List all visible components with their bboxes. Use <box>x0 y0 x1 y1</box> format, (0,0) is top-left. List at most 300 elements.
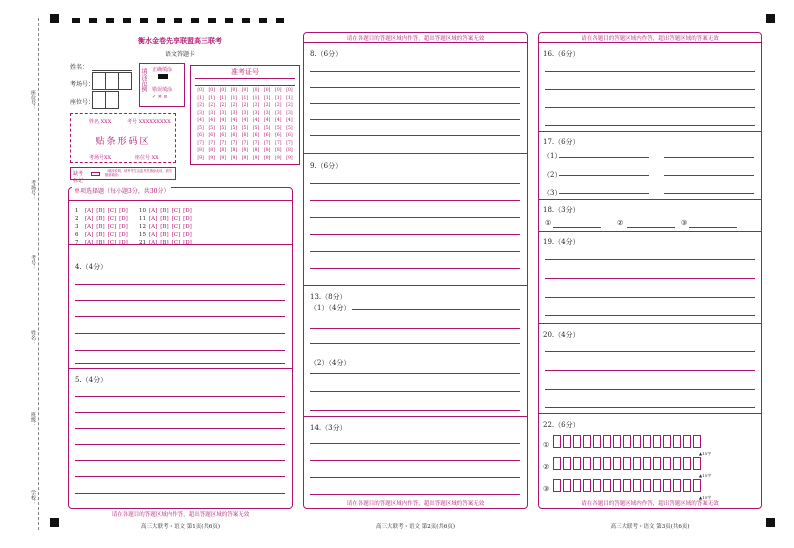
timing-mark <box>140 18 148 23</box>
id-bubble[interactable]: [8] <box>208 148 215 153</box>
answer-line[interactable] <box>352 309 520 310</box>
seat-label: 座位号： <box>70 99 95 106</box>
answer-line[interactable] <box>310 200 520 201</box>
answer-line[interactable] <box>310 71 520 72</box>
mc-option-d[interactable]: [D] <box>183 208 192 214</box>
mc-number: 2 <box>75 216 79 222</box>
q22-char-cell[interactable] <box>623 435 631 448</box>
id-bubble[interactable]: [9] <box>275 155 282 161</box>
q22-char-cell[interactable] <box>623 479 631 492</box>
q22-char-cell[interactable] <box>633 435 641 448</box>
id-bubble[interactable]: [0] <box>241 88 249 93</box>
id-digit-cell[interactable] <box>278 79 279 85</box>
q22-char-cell[interactable] <box>573 479 581 492</box>
q22-char-cell[interactable] <box>683 457 691 470</box>
timing-mark <box>259 18 267 23</box>
id-bubble[interactable]: [6] <box>275 133 282 138</box>
answer-line[interactable] <box>75 412 285 413</box>
id-bubble[interactable]: [6] <box>208 133 215 138</box>
id-bubble[interactable]: [0] <box>197 88 204 93</box>
id-bubble[interactable]: [8] <box>241 148 249 153</box>
answer-line[interactable] <box>553 227 601 228</box>
id-bubble[interactable]: [1] <box>230 95 238 101</box>
q22-char-cell[interactable] <box>643 457 651 470</box>
mc-number: 10 <box>139 208 146 214</box>
mc-option-b[interactable]: [B] <box>160 240 169 246</box>
id-bubble[interactable]: [8] <box>286 148 293 153</box>
q22-char-cell[interactable] <box>683 479 691 492</box>
id-bubble[interactable]: [1] <box>264 95 271 101</box>
mc-option-a[interactable]: [A] <box>149 232 158 238</box>
q22-char-cell[interactable] <box>673 435 681 448</box>
absent-label: 缺考标记 <box>73 171 84 184</box>
divider-q9 <box>304 153 527 154</box>
answer-line[interactable] <box>310 494 520 495</box>
mc-question-row <box>75 240 131 246</box>
id-bubble[interactable]: [3] <box>208 110 215 116</box>
q22-char-cell[interactable] <box>563 457 571 470</box>
q22-char-cell[interactable] <box>653 479 661 492</box>
id-bubble-row <box>195 141 295 149</box>
q22-char-cell[interactable] <box>633 457 641 470</box>
answer-line[interactable] <box>664 157 754 158</box>
id-bubble[interactable]: [8] <box>230 148 238 153</box>
id-bubble[interactable]: [7] <box>264 140 271 146</box>
id-bubble[interactable]: [3] <box>197 110 204 116</box>
timing-mark <box>89 18 97 23</box>
id-bubble[interactable]: [4] <box>241 118 249 123</box>
answer-line[interactable] <box>545 89 755 90</box>
mc-option-b[interactable]: [B] <box>160 224 169 230</box>
mc-number: 7 <box>75 240 79 246</box>
id-bubble[interactable]: [0] <box>286 88 293 93</box>
q22-char-cell[interactable] <box>603 435 611 448</box>
binding-line <box>38 18 39 530</box>
q22-char-cell[interactable] <box>683 435 691 448</box>
answer-line[interactable] <box>310 391 520 392</box>
q22-title: 22.（6分） <box>543 421 580 429</box>
timing-mark <box>106 18 114 23</box>
id-bubble[interactable]: [3] <box>230 110 238 116</box>
q22-char-cell[interactable] <box>643 479 651 492</box>
answer-line[interactable] <box>75 300 285 301</box>
answer-line[interactable] <box>310 460 520 461</box>
id-bubble[interactable]: [9] <box>252 155 260 161</box>
mc-question-row <box>139 216 195 222</box>
answer-line[interactable] <box>75 316 285 317</box>
q22-char-cell[interactable] <box>653 457 661 470</box>
q22-char-cell[interactable] <box>593 457 601 470</box>
id-bubble[interactable]: [2] <box>230 103 238 108</box>
answer-line[interactable] <box>310 410 520 411</box>
id-bubble[interactable]: [4] <box>208 118 215 123</box>
answer-line[interactable] <box>75 333 285 334</box>
q22-char-cell[interactable] <box>633 479 641 492</box>
id-bubble[interactable]: [1] <box>219 95 226 101</box>
answer-line[interactable] <box>545 71 755 72</box>
mc-option-b[interactable]: [B] <box>160 208 169 214</box>
q22-char-cell[interactable] <box>613 435 621 448</box>
divider-q14 <box>304 416 527 417</box>
id-bubble[interactable]: [5] <box>241 125 249 131</box>
id-bubble[interactable]: [5] <box>230 125 238 131</box>
q22-char-cell[interactable] <box>643 435 651 448</box>
answer-line[interactable] <box>75 396 285 397</box>
id-bubble[interactable]: [4] <box>275 118 282 123</box>
fill-guide-title: 填涂范例 <box>140 68 147 92</box>
mc-option-c[interactable]: [C] <box>171 224 181 230</box>
id-bubble[interactable]: [3] <box>219 110 226 116</box>
id-bubble[interactable]: [8] <box>252 148 260 153</box>
q22-char-cell[interactable] <box>593 435 601 448</box>
answer-line[interactable] <box>664 193 754 194</box>
mc-option-b[interactable]: [B] <box>160 216 169 222</box>
id-bubble-row <box>195 133 295 141</box>
mc-option-a[interactable]: [A] <box>85 240 94 246</box>
side-label-class: 班级： <box>30 412 36 427</box>
footer-col1: 高三大联考・语文 第1页(共6页) <box>140 524 221 530</box>
id-bubble[interactable]: [9] <box>230 155 238 161</box>
mc-option-d[interactable]: [D] <box>183 216 192 222</box>
side-label-room: 考场号： <box>30 180 36 200</box>
answer-line[interactable] <box>310 477 520 478</box>
id-bubble[interactable]: [8] <box>197 148 204 153</box>
mc-option-c[interactable]: [C] <box>107 240 117 246</box>
q22-char-cell[interactable] <box>563 479 571 492</box>
id-bubble[interactable]: [0] <box>219 88 226 93</box>
q22-char-cell[interactable] <box>583 457 591 470</box>
id-bubble[interactable]: [4] <box>252 118 260 123</box>
id-bubble[interactable]: [3] <box>241 110 249 116</box>
answer-line[interactable] <box>75 444 285 445</box>
q16-title: 16.（6分） <box>543 50 580 58</box>
mc-question-row <box>139 208 195 214</box>
q20-title: 20.（4分） <box>543 331 580 339</box>
id-bubble[interactable]: [5] <box>252 125 260 131</box>
q22-char-cell[interactable] <box>653 435 661 448</box>
answer-line[interactable] <box>310 234 520 235</box>
mc-option-d[interactable]: [D] <box>183 224 192 230</box>
mc-option-a[interactable]: [A] <box>149 208 158 214</box>
mc-option-d[interactable]: [D] <box>119 232 128 238</box>
id-bubble[interactable]: [4] <box>197 118 204 123</box>
footer-col2: 高三大联考・语文 第2页(共6页) <box>375 524 456 530</box>
id-bubble[interactable]: [1] <box>286 95 293 101</box>
q22-char-cell[interactable] <box>583 435 591 448</box>
answer-line[interactable] <box>545 125 755 126</box>
id-bubble[interactable]: [0] <box>230 88 238 93</box>
q13-part1: （1）（4分） <box>310 304 351 312</box>
mc-option-a[interactable]: [A] <box>85 216 94 222</box>
q22-char-cell[interactable] <box>693 457 701 470</box>
id-bubble[interactable]: [3] <box>275 110 282 116</box>
q18-part3: ③ <box>681 219 688 227</box>
mc-option-a[interactable]: [A] <box>149 240 158 246</box>
answer-line[interactable] <box>310 251 520 252</box>
q22-char-cell[interactable] <box>603 479 611 492</box>
id-bubble[interactable]: [6] <box>219 133 226 138</box>
mc-option-b[interactable]: [B] <box>96 232 105 238</box>
mc-option-b[interactable]: [B] <box>160 232 169 238</box>
exam-id-cells <box>195 78 295 86</box>
answer-line[interactable] <box>545 297 755 298</box>
q22-char-cell[interactable] <box>603 457 611 470</box>
id-bubble[interactable]: [3] <box>252 110 260 116</box>
id-digit-cell[interactable] <box>233 79 234 85</box>
id-digit-cell[interactable] <box>244 79 245 85</box>
answer-line[interactable] <box>75 460 285 461</box>
mc-option-b[interactable]: [B] <box>96 208 105 214</box>
answer-line[interactable] <box>75 428 285 429</box>
id-bubble[interactable]: [9] <box>264 155 271 161</box>
id-bubble[interactable]: [5] <box>208 125 215 131</box>
id-bubble[interactable]: [0] <box>208 88 215 93</box>
id-bubble[interactable]: [2] <box>219 103 226 108</box>
id-bubble[interactable]: [4] <box>264 118 271 123</box>
barcode-room: 考场号XX <box>89 155 112 161</box>
q22-char-cell[interactable] <box>613 479 621 492</box>
id-bubble[interactable]: [2] <box>197 103 204 108</box>
q22-char-cell[interactable] <box>593 479 601 492</box>
id-bubble[interactable]: [8] <box>219 148 226 153</box>
q22-char-cell[interactable] <box>553 435 561 448</box>
q18-part2: ② <box>617 219 624 227</box>
id-bubble[interactable]: [2] <box>264 103 271 108</box>
answer-line[interactable] <box>545 370 755 371</box>
id-bubble[interactable]: [1] <box>241 95 249 101</box>
fill-guide <box>139 63 185 107</box>
mc-option-b[interactable]: [B] <box>96 224 105 230</box>
answer-line[interactable] <box>545 315 755 316</box>
answer-line[interactable] <box>310 103 520 104</box>
mc-option-c[interactable]: [C] <box>107 224 117 230</box>
mc-option-c[interactable]: [C] <box>107 216 117 222</box>
corner-mark-bl <box>50 518 59 527</box>
timing-marks-top <box>72 18 302 23</box>
answer-box-col3 <box>538 32 762 509</box>
id-bubble[interactable]: [6] <box>264 133 271 138</box>
id-bubble[interactable]: [9] <box>241 155 249 161</box>
id-digit-cell[interactable] <box>200 79 201 85</box>
id-bubble[interactable]: [0] <box>252 88 260 93</box>
id-bubble[interactable]: [8] <box>264 148 271 153</box>
id-bubble[interactable]: [1] <box>197 95 204 101</box>
mc-option-c[interactable]: [C] <box>171 216 181 222</box>
answer-line[interactable] <box>310 217 520 218</box>
mc-option-d[interactable]: [D] <box>119 216 128 222</box>
mc-option-c[interactable]: [C] <box>171 208 181 214</box>
mc-option-d[interactable]: [D] <box>183 232 192 238</box>
q22-row1-label: ① <box>543 441 550 449</box>
id-digit-cell[interactable] <box>256 79 257 85</box>
answer-line[interactable] <box>627 227 675 228</box>
id-digit-cell[interactable] <box>267 79 268 85</box>
answer-line[interactable] <box>310 135 520 136</box>
corner-mark-tr <box>766 14 775 23</box>
timing-mark <box>174 18 182 23</box>
answer-line[interactable] <box>310 343 520 344</box>
mc-option-c[interactable]: [C] <box>107 232 117 238</box>
answer-line[interactable] <box>545 107 755 108</box>
mc-option-a[interactable]: [A] <box>149 224 158 230</box>
timing-mark <box>157 18 165 23</box>
q22-char-cell[interactable] <box>693 435 701 448</box>
id-bubble[interactable]: [7] <box>197 140 204 146</box>
fill-wrong-sample: ✓ ✕ ⊙ <box>152 94 168 100</box>
q22-char-cell[interactable] <box>693 479 701 492</box>
q22-char-cell[interactable] <box>583 479 591 492</box>
id-bubble[interactable]: [5] <box>219 125 226 131</box>
id-bubble[interactable]: [4] <box>286 118 293 123</box>
mc-option-d[interactable]: [D] <box>183 240 192 246</box>
q22-char-cell[interactable] <box>563 435 571 448</box>
answer-line[interactable] <box>559 193 649 194</box>
id-bubble[interactable]: [9] <box>208 155 215 161</box>
id-bubble[interactable]: [9] <box>219 155 226 161</box>
id-bubble[interactable]: [5] <box>197 125 204 131</box>
room-field[interactable] <box>92 72 132 90</box>
answer-line[interactable] <box>75 284 285 285</box>
id-bubble[interactable]: [6] <box>197 133 204 138</box>
q22-char-cell[interactable] <box>613 457 621 470</box>
mc-option-b[interactable]: [B] <box>96 216 105 222</box>
absent-bubble[interactable] <box>91 172 100 176</box>
col3-topline <box>539 42 761 43</box>
answer-line[interactable] <box>545 389 755 390</box>
id-bubble[interactable]: [4] <box>219 118 226 123</box>
q4-title: 4.（4分） <box>75 263 108 271</box>
answer-line[interactable] <box>545 351 755 352</box>
absent-box <box>70 167 176 184</box>
answer-line[interactable] <box>559 175 649 176</box>
fill-correct-sample <box>158 74 168 79</box>
q22-char-cell[interactable] <box>673 479 681 492</box>
answer-line[interactable] <box>75 493 285 494</box>
id-bubble[interactable]: [9] <box>286 155 293 161</box>
id-bubble[interactable]: [7] <box>219 140 226 146</box>
answer-line[interactable] <box>545 259 755 260</box>
mc-number: 3 <box>75 224 79 230</box>
id-bubble[interactable]: [3] <box>264 110 271 116</box>
mc-number: 6 <box>75 232 79 238</box>
id-bubble[interactable]: [7] <box>208 140 215 146</box>
answer-line[interactable] <box>75 363 285 364</box>
id-bubble[interactable]: [7] <box>230 140 238 146</box>
answer-line[interactable] <box>310 328 520 329</box>
id-bubble[interactable]: [5] <box>264 125 271 131</box>
answer-line[interactable] <box>310 373 520 374</box>
id-bubble[interactable]: [1] <box>275 95 282 101</box>
id-bubble[interactable]: [0] <box>275 88 282 93</box>
answer-line[interactable] <box>310 268 520 269</box>
id-bubble[interactable]: [7] <box>252 140 260 146</box>
q22-char-cell[interactable] <box>663 457 671 470</box>
answer-line[interactable] <box>689 227 737 228</box>
q22-char-cell[interactable] <box>573 435 581 448</box>
exam-id-title: 准考证号 <box>231 68 259 76</box>
id-bubble[interactable]: [2] <box>208 103 215 108</box>
id-digit-cell[interactable] <box>211 79 212 85</box>
q22-char-cell[interactable] <box>663 479 671 492</box>
seat-field[interactable] <box>92 91 119 109</box>
id-bubble[interactable]: [5] <box>275 125 282 131</box>
answer-line[interactable] <box>664 175 754 176</box>
mc-option-d[interactable]: [D] <box>119 240 128 246</box>
q22-char-cell[interactable] <box>663 435 671 448</box>
id-bubble[interactable]: [9] <box>197 155 204 161</box>
id-bubble[interactable]: [3] <box>286 110 293 116</box>
mc-option-d[interactable]: [D] <box>119 208 128 214</box>
id-bubble[interactable]: [6] <box>252 133 260 138</box>
id-bubble[interactable]: [2] <box>252 103 260 108</box>
id-bubble[interactable]: [0] <box>264 88 271 93</box>
mc-option-b[interactable]: [B] <box>96 240 105 246</box>
mc-option-a[interactable]: [A] <box>85 232 94 238</box>
answer-line[interactable] <box>545 407 755 408</box>
id-bubble[interactable]: [2] <box>241 103 249 108</box>
id-bubble[interactable]: [2] <box>275 103 282 108</box>
id-digit-cell[interactable] <box>222 79 223 85</box>
q22-char-cell[interactable] <box>553 479 561 492</box>
mc-option-a[interactable]: [A] <box>149 216 158 222</box>
q17-part3: （3） <box>543 189 562 197</box>
answer-line[interactable] <box>310 443 520 444</box>
answer-line[interactable] <box>310 183 520 184</box>
mc-question-row <box>139 232 195 238</box>
id-bubble[interactable]: [7] <box>241 140 249 146</box>
id-bubble[interactable]: [6] <box>230 133 238 138</box>
q22-char-cell[interactable] <box>573 457 581 470</box>
timing-mark <box>276 18 284 23</box>
id-bubble-row <box>195 96 295 104</box>
answer-line[interactable] <box>310 87 520 88</box>
q22-row2-mark: ▲15字 <box>699 473 712 478</box>
id-digit-cell[interactable] <box>289 79 290 85</box>
id-bubble[interactable]: [6] <box>241 133 249 138</box>
answer-line[interactable] <box>310 119 520 120</box>
id-bubble[interactable]: [1] <box>208 95 215 101</box>
barcode-label: 贴条形码区 <box>95 137 151 147</box>
q22-char-cell[interactable] <box>673 457 681 470</box>
fill-wrong-label: 错误填涂 <box>152 87 173 93</box>
answer-line[interactable] <box>75 350 285 351</box>
mc-option-c[interactable]: [C] <box>107 208 117 214</box>
id-bubble[interactable]: [7] <box>275 140 282 146</box>
id-bubble[interactable]: [5] <box>286 125 293 131</box>
mc-option-c[interactable]: [C] <box>171 240 181 246</box>
id-bubble-row <box>195 118 295 126</box>
mc-number: 15 <box>139 232 146 238</box>
id-bubble[interactable]: [7] <box>286 140 293 146</box>
id-bubble[interactable]: [2] <box>286 103 293 108</box>
mc-question-row <box>75 208 131 214</box>
mc-option-c[interactable]: [C] <box>171 232 181 238</box>
q22-char-cell[interactable] <box>553 457 561 470</box>
id-bubble[interactable]: [1] <box>252 95 260 101</box>
mc-option-a[interactable]: [A] <box>85 208 94 214</box>
id-bubble-row <box>195 111 295 119</box>
answer-line[interactable] <box>559 157 649 158</box>
id-bubble[interactable]: [8] <box>275 148 282 153</box>
q22-char-cell[interactable] <box>623 457 631 470</box>
q22-row3-mark: ▲15字 <box>699 495 712 500</box>
answer-line[interactable] <box>545 278 755 279</box>
mc-option-d[interactable]: [D] <box>119 224 128 230</box>
mc-option-a[interactable]: [A] <box>85 224 94 230</box>
id-bubble[interactable]: [6] <box>286 133 293 138</box>
answer-line[interactable] <box>75 476 285 477</box>
id-bubble[interactable]: [4] <box>230 118 238 123</box>
